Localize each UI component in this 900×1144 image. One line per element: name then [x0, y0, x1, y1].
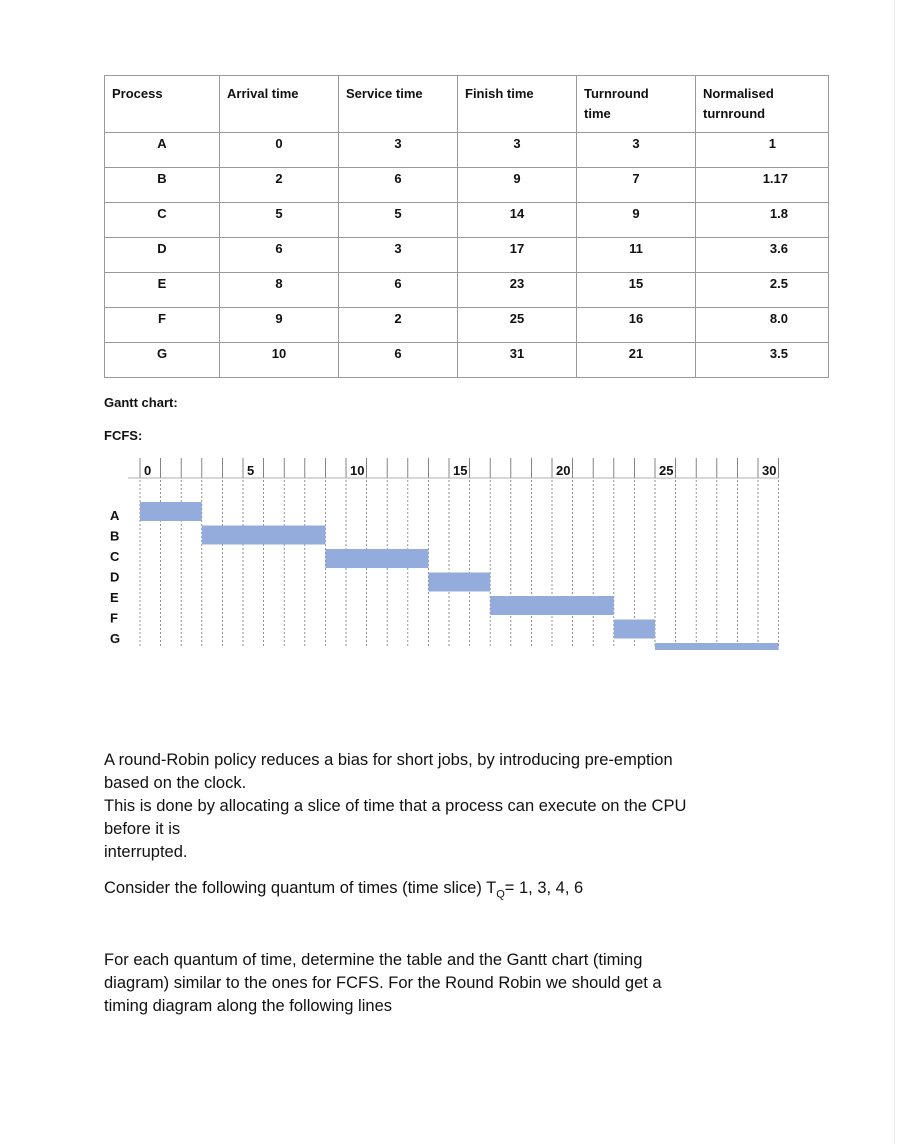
policy-label: FCFS: [104, 428, 143, 443]
table-row [105, 168, 829, 203]
cell-arrival: 2 [220, 168, 339, 203]
tick-label: 20 [556, 463, 571, 478]
cell-arrival: 10 [220, 343, 339, 378]
paragraph-line: This is done by allocating a slice of time that a process can execute on the CPU [104, 797, 687, 815]
cell-finish: 31 [458, 343, 577, 378]
cell-turnaround: 3 [577, 133, 696, 168]
cell-arrival: 8 [220, 273, 339, 308]
table-row [105, 203, 829, 238]
gantt-chart [100, 450, 780, 650]
gantt-bar [614, 620, 655, 639]
page-edge [894, 0, 895, 1144]
cell-turnaround: 11 [577, 238, 696, 273]
cell-finish: 25 [458, 308, 577, 343]
quantum-values: = 1, 3, 4, 6 [504, 879, 584, 897]
paragraph-line: For each quantum of time, determine the table and the Gantt chart (timing [104, 951, 643, 969]
gantt-bar [202, 526, 326, 545]
header-arrival-label: Arrival time [227, 86, 299, 101]
paragraph-line: A round-Robin policy reduces a bias for short jobs, by introducing pre-emption [104, 751, 673, 769]
paragraph-line: interrupted. [104, 843, 188, 861]
process-table [104, 75, 829, 378]
gantt-title: Gantt chart: [104, 395, 178, 410]
cell-service: 6 [339, 273, 458, 308]
gantt-bar [490, 596, 614, 615]
cell-process: E [105, 273, 220, 308]
header-finish [458, 76, 577, 133]
paragraph-line: based on the clock. [104, 774, 247, 792]
cell-service: 6 [339, 168, 458, 203]
cell-normalised: 1 [696, 133, 829, 168]
tick-label: 10 [350, 463, 365, 478]
cell-finish: 23 [458, 273, 577, 308]
header-arrival [220, 76, 339, 133]
cell-process: D [105, 238, 220, 273]
round-robin-paragraph [104, 749, 804, 864]
paragraph-line: timing diagram along the following lines [104, 997, 392, 1015]
cell-service: 6 [339, 343, 458, 378]
instruction-paragraph [104, 949, 804, 1018]
gantt-bar [428, 573, 490, 592]
cell-normalised: 8.0 [696, 308, 829, 343]
quantum-text: Consider the following quantum of times (time slice) T [104, 879, 497, 897]
process-label: G [110, 631, 121, 646]
cell-finish: 17 [458, 238, 577, 273]
cell-process: G [105, 343, 220, 378]
cell-process: A [105, 133, 220, 168]
header-turnaround-line2: time [584, 106, 611, 121]
process-label: C [110, 549, 120, 564]
cell-finish: 3 [458, 133, 577, 168]
tick-label: 25 [659, 463, 674, 478]
paragraph-line: before it is [104, 820, 181, 838]
cell-normalised: 1.8 [696, 203, 829, 238]
cell-service: 2 [339, 308, 458, 343]
cell-service: 5 [339, 203, 458, 238]
cell-arrival: 6 [220, 238, 339, 273]
cell-finish: 14 [458, 203, 577, 238]
cell-finish: 9 [458, 168, 577, 203]
gantt-bar [325, 549, 428, 568]
process-label: A [110, 508, 120, 523]
table-header-row [105, 76, 829, 133]
cell-turnaround: 7 [577, 168, 696, 203]
header-finish-label: Finish time [465, 86, 534, 101]
header-process [105, 76, 220, 133]
cell-arrival: 9 [220, 308, 339, 343]
cell-process: B [105, 168, 220, 203]
tick-label: 0 [144, 463, 152, 478]
cell-normalised: 2.5 [696, 273, 829, 308]
header-turnaround [577, 76, 696, 133]
header-service-label: Service time [346, 86, 423, 101]
cell-arrival: 0 [220, 133, 339, 168]
process-label: F [110, 610, 118, 626]
paragraph-line: diagram) similar to the ones for FCFS. For the Round Robin we should get a [104, 974, 662, 992]
tick-label: 5 [247, 463, 255, 478]
tick-label: 15 [453, 463, 468, 478]
table-row [105, 133, 829, 168]
process-label: B [110, 528, 120, 544]
table-row [105, 273, 829, 308]
cell-normalised: 3.5 [696, 343, 829, 378]
tick-label: 30 [762, 463, 777, 478]
table-row [105, 238, 829, 273]
gantt-bar [140, 502, 202, 521]
cell-turnaround: 15 [577, 273, 696, 308]
gantt-bar [655, 643, 779, 650]
header-service [339, 76, 458, 133]
cell-normalised: 1.17 [696, 168, 829, 203]
cell-turnaround: 16 [577, 308, 696, 343]
cell-process: F [105, 308, 220, 343]
cell-process: C [105, 203, 220, 238]
header-normalised [696, 76, 829, 133]
quantum-paragraph [104, 877, 804, 906]
process-label: E [110, 590, 119, 605]
cell-arrival: 5 [220, 203, 339, 238]
header-normalised-line2: turnround [703, 106, 766, 121]
table-row [105, 308, 829, 343]
cell-service: 3 [339, 133, 458, 168]
cell-turnaround: 21 [577, 343, 696, 378]
process-label: D [110, 569, 120, 585]
quantum-subscript: Q [496, 888, 505, 901]
header-turnaround-line1: Turnround [584, 86, 649, 101]
table-row [105, 343, 829, 378]
header-process-label: Process [112, 86, 163, 101]
header-normalised-line1: Normalised [703, 86, 774, 101]
cell-turnaround: 9 [577, 203, 696, 238]
cell-service: 3 [339, 238, 458, 273]
cell-normalised: 3.6 [696, 238, 829, 273]
